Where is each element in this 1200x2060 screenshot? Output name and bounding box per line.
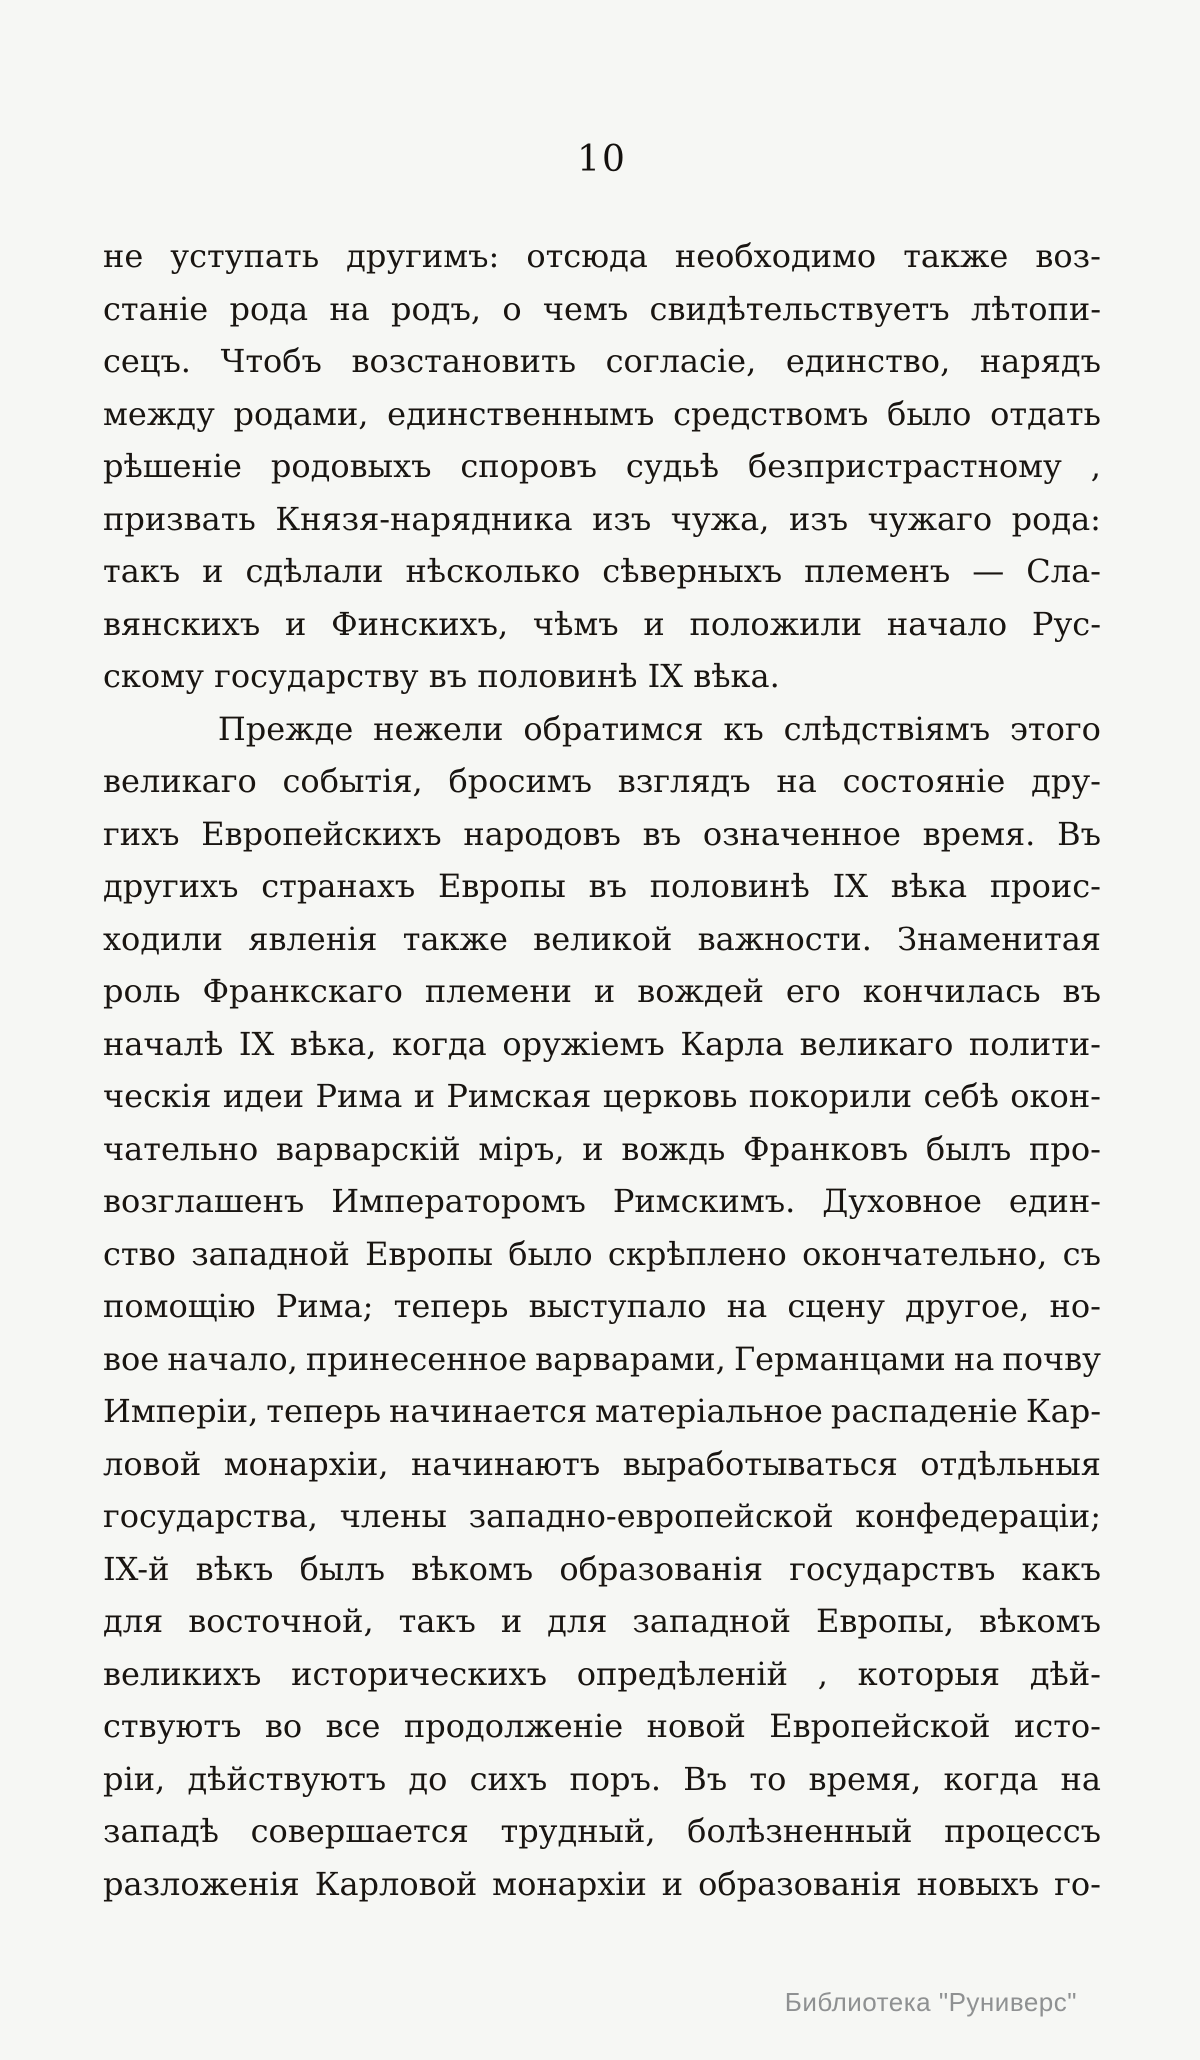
text-line: великаго событія, бросимъ взглядъ на состояніе дру- — [103, 762, 1101, 800]
page-number: 10 — [577, 139, 627, 180]
text-line: ловой монархіи, начинаютъ выработываться отдѣльныя — [103, 1444, 1101, 1483]
text-line: не уступать другимъ: отсюда необходимо также воз- — [103, 237, 1101, 275]
text-line: возглашенъ Императоромъ Римскимъ. Духовное един- — [103, 1182, 1101, 1220]
text-line: началѣ IX вѣка, когда оружіемъ Карла великаго полити- — [103, 1024, 1101, 1063]
text-line: ходили явленія также великой важности. Знаменитая — [103, 919, 1101, 958]
text-line: для восточной, такъ и для западной Европы, вѣкомъ — [103, 1602, 1101, 1640]
text-line: помощію Рима; теперь выступало на сцену другое, но- — [103, 1287, 1101, 1325]
text-line: разложенія Карловой монархіи и образованія новыхъ го- — [103, 1864, 1101, 1903]
text-line: Имперіи, теперь начинается матеріальное распаденіе Кар- — [103, 1392, 1101, 1430]
text-line: гихъ Европейскихъ народовъ въ означенное время. Въ — [103, 814, 1101, 853]
text-line: призвать Князя-нарядника изъ чужа, изъ чужаго рода: — [103, 499, 1101, 538]
text-line: Прежде нежели обратимся къ слѣдствіямъ этого — [103, 703, 1101, 756]
text-line: роль Франкскаго племени и вождей его кончилась въ — [103, 972, 1101, 1010]
text-line: другихъ странахъ Европы въ половинѣ IX вѣка проис- — [103, 867, 1101, 905]
text-line: рѣшеніе родовыхъ споровъ судьѣ безпристрастному , — [103, 447, 1101, 485]
text-line: государства, члены западно-европейской конфедераціи; — [103, 1497, 1101, 1535]
text-line: вянскихъ и Финскихъ, чѣмъ и положили начало Рус- — [103, 604, 1101, 643]
text-line: ческія идеи Рима и Римская церковь покорили себѣ окон- — [103, 1077, 1101, 1115]
text-line: чательно варварскій міръ, и вождь Франковъ былъ про- — [103, 1129, 1101, 1168]
library-watermark: Библиотека "Руниверс" — [784, 1987, 1077, 2017]
text-line: ство западной Европы было скрѣплено окончательно, съ — [103, 1234, 1101, 1273]
text-line: такъ и сдѣлали нѣсколько сѣверныхъ племенъ — Сла- — [103, 552, 1101, 590]
page-text — [103, 230, 1101, 1910]
text-line: станіе рода на родъ, о чемъ свидѣтельствуетъ лѣтопи- — [103, 289, 1101, 328]
text-line: ріи, дѣйствуютъ до сихъ поръ. Въ то время, когда на — [103, 1759, 1101, 1798]
text-line: ствуютъ во все продолженіе новой Европейской исто- — [103, 1707, 1101, 1745]
text-line: между родами, единственнымъ средствомъ было отдать — [103, 394, 1101, 433]
paragraph-indent — [103, 703, 198, 756]
text-line: великихъ историческихъ опредѣленій , которыя дѣй- — [103, 1654, 1101, 1693]
text-line: западѣ совершается трудный, болѣзненный процессъ — [103, 1812, 1101, 1850]
text-line: вое начало, принесенное варварами, Германцами на почву — [103, 1339, 1101, 1378]
text-line: сецъ. Чтобъ возстановить согласіе, единство, нарядъ — [103, 342, 1101, 380]
text-line: скому государству въ половинѣ IX вѣка. — [103, 657, 780, 695]
text-line: IX-й вѣкъ былъ вѣкомъ образованія государствъ какъ — [103, 1549, 1101, 1588]
